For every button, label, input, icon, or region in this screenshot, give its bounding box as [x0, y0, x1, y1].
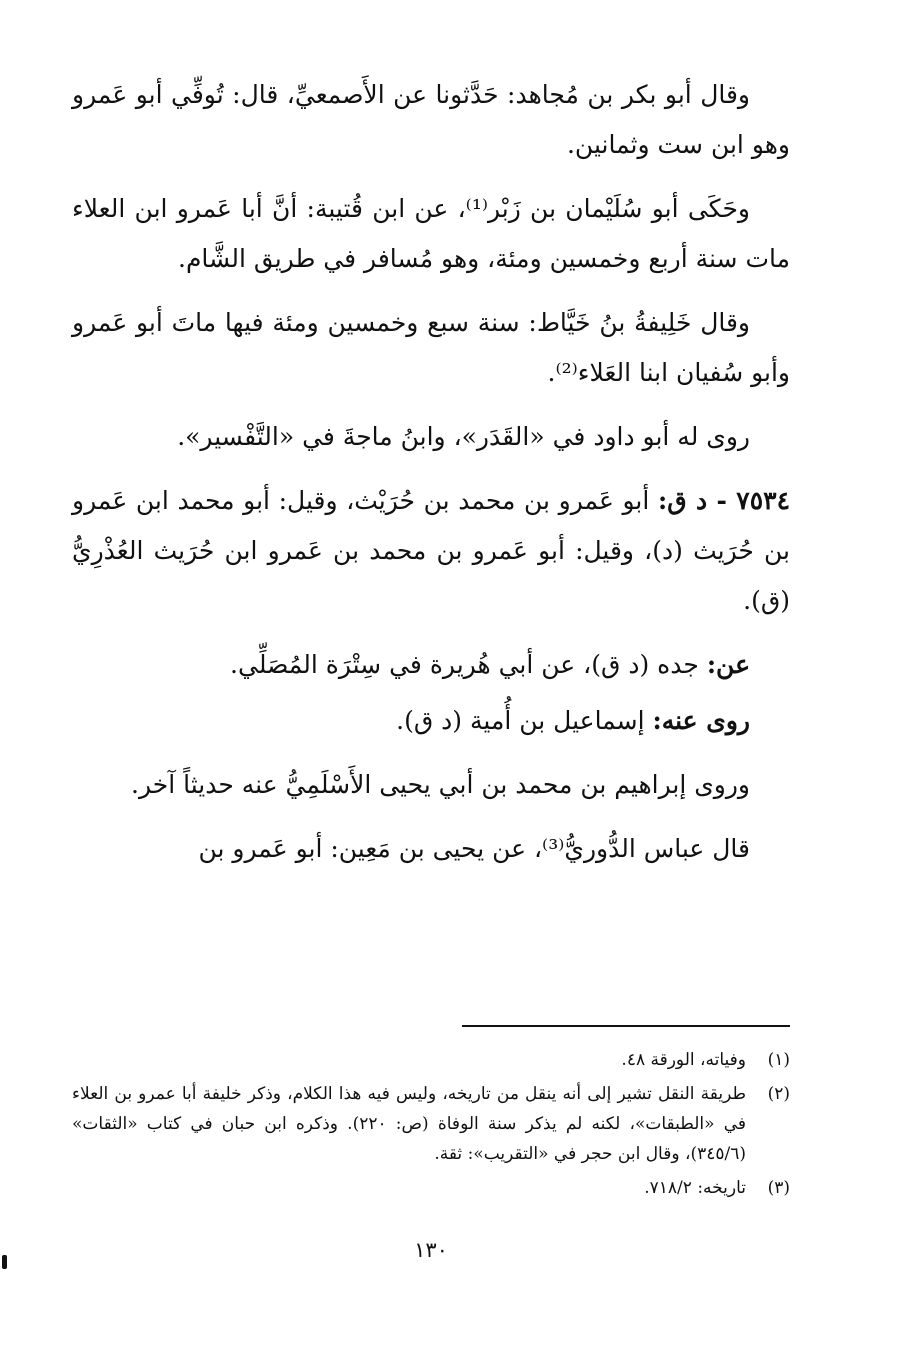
footnote-text: طريقة النقل تشير إلى أنه ينقل من تاريخه، وليس فيه هذا الكلام، وذكر خليفة أبا عمرو بن العلاء في «الطبقات»، لكنه لم يذكر سنة الوفاة (ص: ٢٢٠). وذكره ابن حبان في كتاب «الثقات» (٣٤٥/٦)، وقال ابن حجر في «التقريب»: ثقة.	[72, 1084, 746, 1164]
footnote-text: تاريخه: ٧١٨/٢.	[644, 1178, 746, 1198]
footnote	[72, 1173, 790, 1203]
paragraph-ibn-zabr: وحَكَى أبو سُلَيْمان بن زَبْر⁽¹⁾، عن ابن قُتيبة: أنَّ أبا عَمرو ابن العلاء مات سنة أربع وخمسين ومئة، وهو مُسافر في طريق الشَّام.	[72, 194, 790, 273]
footnote-number: (٢)	[767, 1084, 790, 1104]
footnote	[72, 1045, 790, 1075]
footnote-text: وفياته، الورقة ٤٨.	[621, 1050, 746, 1070]
page-body	[72, 70, 790, 1310]
narrated-by-line	[72, 696, 790, 746]
footnotes	[72, 1045, 790, 1207]
paragraph-khalifa: وقال خَلِيفةُ بنُ خَيَّاط: سنة سبع وخمسين ومئة فيها ماتَ أبو عَمرو وأبو سُفيان ابنا العَلاء⁽²⁾.	[72, 308, 790, 387]
footnote-number: (١)	[767, 1050, 790, 1070]
footnote-divider	[462, 1025, 790, 1027]
entry-number: ٧٥٣٤ - د ق:	[657, 486, 790, 515]
paragraph-riwaya: روى له أبو داود في «القَدَر»، وابنُ ماجةَ في «التَّفْسير».	[177, 422, 750, 451]
footnote-number: (٣)	[767, 1178, 790, 1198]
from-label: عن:	[706, 650, 750, 679]
from-line	[72, 640, 790, 690]
page-number: ١٣٠	[414, 1238, 448, 1262]
entry-heading	[72, 476, 790, 626]
paragraph-mujahid: وقال أبو بكر بن مُجاهد: حَدَّثونا عن الأَصمعيِّ، قال: تُوفِّي أبو عَمرو وهو ابن ست وثمانين.	[72, 80, 790, 159]
from-text: جده (د ق)، عن أبي هُريرة في سِتْرَة المُصَلِّي.	[230, 650, 699, 679]
paragraph-duri: قال عباس الدُّوريُّ⁽³⁾، عن يحيى بن مَعِين: أبو عَمرو بن	[198, 834, 750, 863]
paragraph-ibrahim: وروى إبراهيم بن محمد بن أبي يحيى الأَسْلَمِيُّ عنه حديثاً آخر.	[131, 770, 750, 799]
footnote	[72, 1079, 790, 1169]
narrated-by-label: روى عنه:	[652, 706, 750, 735]
narrated-by-text: إسماعيل بن أُمية (د ق).	[396, 706, 645, 735]
entry-text: أبو عَمرو بن محمد بن حُرَيْث، وقيل: أبو محمد ابن عَمرو بن حُرَيث (د)، وقيل: أبو عَمرو بن محمد بن عَمرو ابن حُرَيث العُذْرِيُّ (ق).	[72, 486, 790, 615]
scan-margin-mark	[2, 1255, 7, 1269]
